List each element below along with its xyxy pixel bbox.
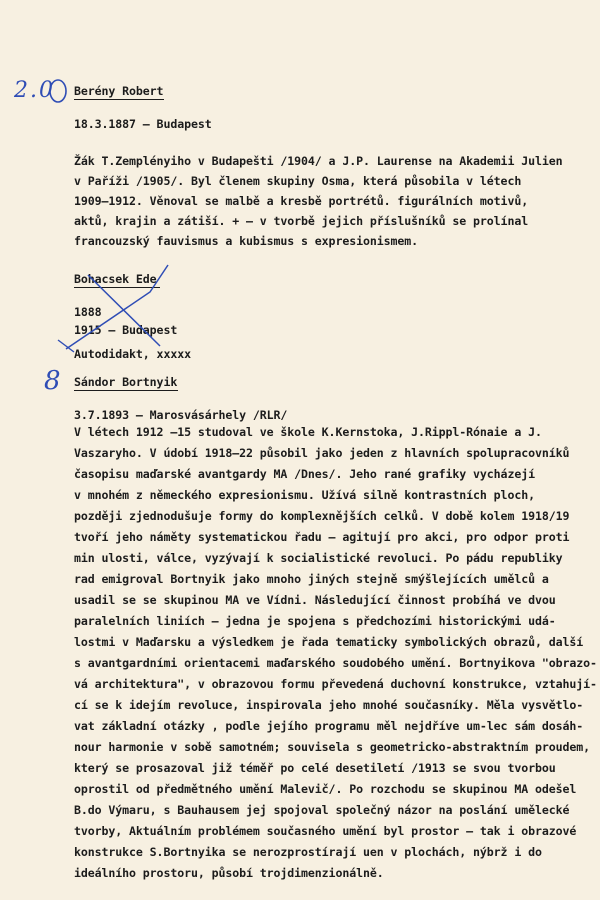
entry-3-text-line: v mnohém z německého expresionismu. Užívá silně kontrastních ploch, [74,488,535,502]
entry-3-text-line: časopisu maďarské avantgardy MA /Dnes/. Jeho rané grafiky vycházejí [74,467,535,481]
entry-3-text-line: nour harmonie v sobě samotném; souvisela s geometricko-abstraktním proudem, [74,740,591,754]
entry-3-born: 3.7.1893 – Marosvásárhely /RLR/ [74,408,288,422]
entry-2-death: 1915 – Budapest [74,323,178,337]
entry-2-born-year: 1888 [74,305,102,319]
entry-3-text-line: oprostil od předmětného umění Malevič/. Po rozchodu se skupinou MA odešel [74,782,577,796]
entry-2-name-underline [74,287,160,288]
entry-1-text-line: aktů, krajin a zátiší. + – v tvorbě jejich příslušníků se prolínal [74,214,529,228]
entry-3-text-line: lostmi v Maďarsku a výsledkem je řada tematicky symbolických obrazů, další [74,635,584,649]
entry-1-text-line: v Paříži /1905/. Byl členem skupiny Osma, která působila v létech [74,174,522,188]
entry-3-text-line: který se prosazoval již téměř po celé desetiletí /1913 se svou tvorbou [74,761,556,775]
entry-1-text-line: francouzský fauvismus a kubismus s expresionismem. [74,234,419,248]
entry-3-text-line: paralelních liniích – jedna je spojena s předchozími historickými udá- [74,614,556,628]
entry-2-name: Bohacsek Ede [74,272,157,286]
handwritten-item-number: 8 [44,366,61,396]
entry-3-text-line: Vaszaryho. V údobí 1918–22 působil jako jeden z hlavních spolupracovníků [74,446,570,460]
handwritten-page-number: 2.0 [14,78,55,103]
entry-3-text-line: B.do Výmaru, s Bauhausem jej spojoval společný názor na poslání umělecké [74,803,570,817]
entry-3-text-line: min ulosti, válce, vyzývají k socialistické revoluci. Po pádu republiky [74,551,563,565]
entry-3-text-line: tvorby, Aktuálním problémem současného umění byl prostor – tak i obrazové [74,824,577,838]
entry-3-text-line: vá architektura", v obrazovou formu převedená duchovní konstrukce, vztahují- [74,677,597,691]
entry-1-name-underline [74,99,164,100]
entry-3-name-underline [74,390,178,391]
entry-3-name: Sándor Bortnyik [74,375,178,389]
entry-3-text-line: vat základní otázky , podle jejího programu měl nejdříve um-lec sám dosáh- [74,719,584,733]
entry-3-text-line: ideálního prostoru, působí trojdimenzionálně. [74,866,384,880]
entry-3-text-line: cí se k idejím revoluce, inspirovala jeho mnohé současníky. Měla vysvětlo- [74,698,584,712]
entry-3-text-line: usadil se se skupinou MA ve Vídni. Následující činnost probíhá ve dvou [74,593,556,607]
entry-3-text-line: později zjednodušuje formy do komplexnějších celků. V době kolem 1918/19 [74,509,570,523]
entry-3-text-line: rad emigroval Bortnyik jako mnoho jiných stejně smýšlejících umělců a [74,572,549,586]
entry-3-text-line: s avantgardními orientacemi maďarského soudobého umění. Bortnyikova "obrazo- [74,656,597,670]
entry-1-born: 18.3.1887 – Budapest [74,117,212,131]
entry-1-text-line: Žák T.Zemplényiho v Budapešti /1904/ a J.P. Laurense na Akademii Julien [74,154,563,168]
entry-3-text-line: tvoří jeho náměty systematickou řadu – agitují pro akci, pro odpor proti [74,530,570,544]
entry-1-name: Berény Robert [74,84,164,98]
entry-1-text-line: 1909–1912. Věnoval se malbě a kresbě portrétů. figurálních motivů, [74,194,529,208]
entry-3-text-line: V létech 1912 –15 studoval ve škole K.Kernstoka, J.Rippl-Rónaie a J. [74,425,542,439]
cross-out-stroke [58,340,74,352]
entry-2-text: Autodidakt, xxxxx [74,347,191,361]
entry-3-text-line: konstrukce S.Bortnyika se nerozprostírají uen v plochách, nýbrž i do [74,845,542,859]
